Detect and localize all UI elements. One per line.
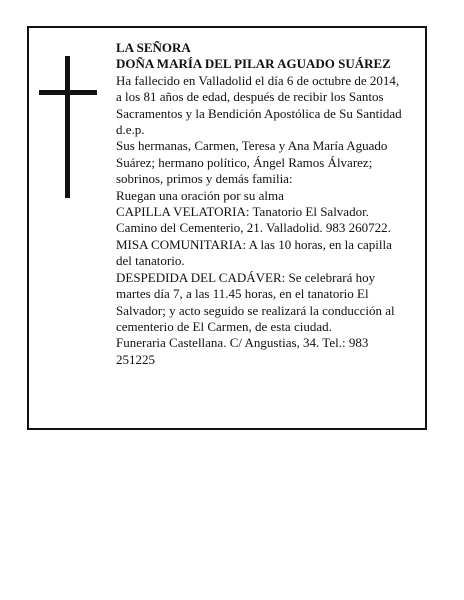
notice-line: sobrinos, primos y demás familia: [116, 171, 293, 187]
notice-line: DESPEDIDA DEL CADÁVER: Se celebrará hoy [116, 269, 376, 285]
notice-line: Ruegan una oración por su alma [116, 187, 284, 203]
notice-line: Suárez; hermano político, Ángel Ramos Álvarez; [116, 154, 373, 170]
cross-icon [39, 56, 97, 198]
notice-text [116, 40, 416, 368]
cross-vertical-bar [65, 56, 70, 198]
cross-horizontal-bar [39, 90, 97, 95]
notice-line: Ha fallecido en Valladolid el día 6 de octubre de 2014, [116, 72, 400, 88]
notice-line: Camino del Cementerio, 21. Valladolid. 983 260722. [116, 220, 391, 236]
notice-title: LA SEÑORA [116, 40, 191, 55]
notice-line: 251225 [116, 351, 155, 367]
notice-line: Funeraria Castellana. C/ Angustias, 34. Tel.: 983 [116, 335, 369, 351]
notice-line: CAPILLA VELATORIA: Tanatorio El Salvador. [116, 204, 369, 220]
notice-line: a los 81 años de edad, después de recibir los Santos [116, 89, 384, 105]
notice-line: martes día 7, a las 11.45 horas, en el tanatorio El [116, 286, 369, 302]
notice-line: cementerio de El Carmen, de esta ciudad. [116, 318, 332, 334]
obituary-notice [27, 26, 427, 430]
deceased-name: DOÑA MARÍA DEL PILAR AGUADO SUÁREZ [116, 56, 391, 72]
notice-line: Sus hermanas, Carmen, Teresa y Ana María Aguado [116, 138, 388, 154]
notice-line: del tanatorio. [116, 253, 185, 269]
notice-line: Sacramentos y la Bendición Apostólica de Su Santidad [116, 105, 402, 121]
notice-line: d.e.p. [116, 122, 145, 138]
notice-line: Salvador; y acto seguido se realizará la conducción al [116, 302, 395, 318]
notice-line: MISA COMUNITARIA: A las 10 horas, en la capilla [116, 236, 392, 252]
